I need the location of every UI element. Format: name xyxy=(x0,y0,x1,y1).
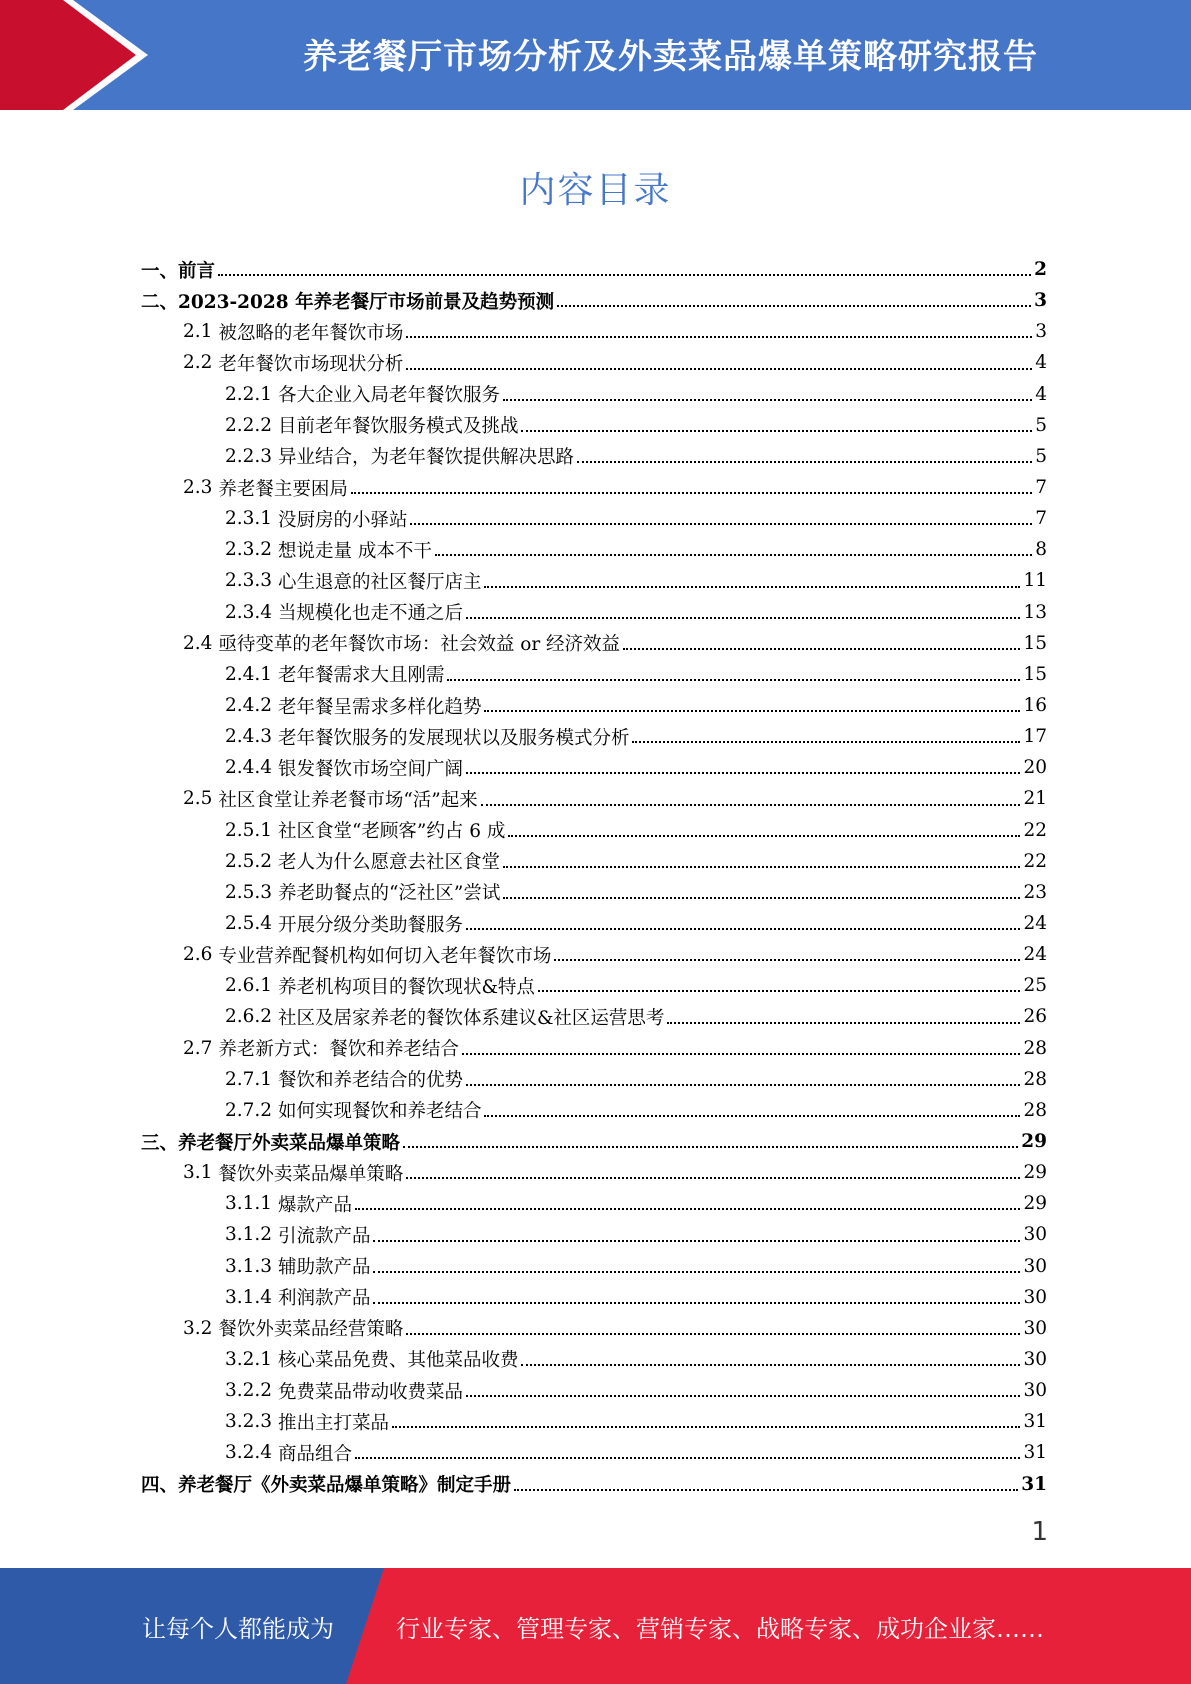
toc-entry-number: 2.2.1 xyxy=(225,383,278,405)
toc-entry-title: 当规模化也走不通之后 xyxy=(277,603,463,625)
toc-entry-page: 22 xyxy=(1023,850,1047,872)
toc-entry-title: 没厨房的小驿站 xyxy=(277,509,408,531)
toc-entry-number: 四、 xyxy=(141,1475,179,1497)
toc-entry[interactable] xyxy=(141,1313,1047,1344)
toc-entry-page: 15 xyxy=(1023,632,1047,654)
toc-entry[interactable] xyxy=(141,1468,1047,1499)
toc-entry-title: 社区食堂“老顾客”约占 6 成 xyxy=(277,821,506,843)
toc-entry-number: 2.2.2 xyxy=(225,414,278,436)
toc-entry-page: 16 xyxy=(1023,695,1047,717)
toc-entry-number: 2.5.1 xyxy=(225,819,278,841)
toc-entry[interactable] xyxy=(141,752,1047,783)
toc-dot-leader xyxy=(351,492,1032,494)
toc-entry-number: 2.5.2 xyxy=(225,850,278,872)
toc-entry-title: 养老餐主要困局 xyxy=(218,478,348,500)
toc-entry[interactable] xyxy=(141,472,1047,503)
toc-dot-leader xyxy=(554,959,1020,961)
toc-entry-page: 31 xyxy=(1021,1473,1047,1495)
toc-entry-page: 25 xyxy=(1023,975,1047,997)
toc-entry-title: 商品组合 xyxy=(277,1443,352,1465)
toc-dot-leader xyxy=(521,1364,1020,1366)
toc-entry[interactable] xyxy=(141,628,1047,659)
toc-entry-number: 2.5.4 xyxy=(225,913,278,935)
toc-entry-title: 心生退意的社区餐厅店主 xyxy=(277,571,482,593)
toc-entry-number: 2.2.3 xyxy=(225,445,278,467)
toc-entry-number: 2.7 xyxy=(183,1037,219,1059)
toc-entry-title: 前言 xyxy=(178,260,216,282)
toc-entry-number: 3.1 xyxy=(183,1162,219,1184)
toc-entry-number: 2.3.3 xyxy=(225,570,278,592)
toc-dot-leader xyxy=(392,1426,1020,1428)
toc-entry-number: 2.7.1 xyxy=(225,1068,278,1090)
toc-entry-title: 目前老年餐饮服务模式及挑战 xyxy=(277,416,519,438)
toc-entry-page: 31 xyxy=(1023,1442,1047,1464)
toc-entry-page: 26 xyxy=(1023,1006,1047,1028)
toc-entry[interactable] xyxy=(141,1126,1047,1157)
toc-dot-leader xyxy=(355,1208,1020,1210)
toc-entry[interactable] xyxy=(141,1282,1047,1313)
toc-entry-page: 24 xyxy=(1023,944,1047,966)
toc-dot-leader xyxy=(462,1053,1021,1055)
toc-entry-number: 2.1 xyxy=(183,321,219,343)
toc-entry-number: 二、 xyxy=(141,291,179,313)
toc-entry-title: 专业营养配餐机构如何切入老年餐饮市场 xyxy=(218,945,552,967)
toc-entry[interactable] xyxy=(141,815,1047,846)
toc-entry-page: 4 xyxy=(1035,352,1047,374)
toc-entry-title: 老年餐呈需求多样化趋势 xyxy=(277,696,482,718)
toc-entry-page: 22 xyxy=(1023,819,1047,841)
toc-entry-page: 30 xyxy=(1023,1380,1047,1402)
toc-dot-leader xyxy=(406,336,1032,338)
toc-entry-page: 15 xyxy=(1023,663,1047,685)
toc-entry-title: 想说走量 成本不干 xyxy=(277,540,432,562)
toc-entry-page: 29 xyxy=(1023,1162,1047,1184)
toc-entry-page: 2 xyxy=(1034,259,1047,281)
page-number: 1 xyxy=(1031,1517,1048,1547)
toc-dot-leader xyxy=(466,772,1020,774)
toc-entry[interactable] xyxy=(141,254,1047,285)
toc-entry-number: 三、 xyxy=(141,1132,179,1154)
toc-dot-leader xyxy=(406,1333,1020,1335)
toc-entry[interactable] xyxy=(141,1219,1047,1250)
toc-entry-page: 8 xyxy=(1035,539,1047,561)
toc-entry-number: 3.2.1 xyxy=(225,1348,278,1370)
toc-dot-leader xyxy=(521,430,1032,432)
toc-entry-page: 28 xyxy=(1023,1099,1047,1121)
toc-entry-number: 2.4.1 xyxy=(225,663,278,685)
toc-entry-number: 3.2.2 xyxy=(225,1380,278,1402)
toc-entry-page: 29 xyxy=(1023,1193,1047,1215)
toc-dot-leader xyxy=(406,1177,1020,1179)
toc-entry-title: 引流款产品 xyxy=(277,1225,371,1247)
toc-entry[interactable] xyxy=(141,441,1047,472)
toc-entry-title: 2023-2028 年养老餐厅市场前景及趋势预测 xyxy=(178,291,555,313)
toc-entry[interactable] xyxy=(141,1406,1047,1437)
toc-dot-leader xyxy=(403,1146,1018,1148)
toc-entry-number: 2.7.2 xyxy=(225,1099,278,1121)
toc-entry-page: 30 xyxy=(1023,1255,1047,1277)
toc-entry[interactable] xyxy=(141,1251,1047,1282)
toc-entry-page: 28 xyxy=(1023,1037,1047,1059)
toc-entry-page: 30 xyxy=(1023,1286,1047,1308)
toc-entry-page: 28 xyxy=(1023,1068,1047,1090)
toc-entry[interactable] xyxy=(141,1437,1047,1468)
toc-dot-leader xyxy=(623,648,1020,650)
toc-entry[interactable] xyxy=(141,1095,1047,1126)
toc-entry-title: 异业结合，为老年餐饮提供解决思路 xyxy=(277,447,574,469)
toc-entry-number: 2.4.3 xyxy=(225,726,278,748)
toc-entry-page: 20 xyxy=(1023,757,1047,779)
toc-entry-number: 2.3.1 xyxy=(225,508,278,530)
toc-dot-leader xyxy=(508,835,1020,837)
toc-entry-number: 2.6.2 xyxy=(225,1006,278,1028)
toc-entry-number: 2.5.3 xyxy=(225,881,278,903)
toc-entry-title: 银发餐饮市场空间广阔 xyxy=(277,758,463,780)
toc-entry-title: 老年餐饮市场现状分析 xyxy=(218,353,404,375)
toc-entry-title: 免费菜品带动收费菜品 xyxy=(277,1381,463,1403)
toc-entry-page: 30 xyxy=(1023,1224,1047,1246)
toc-entry[interactable] xyxy=(141,1157,1047,1188)
toc-entry-title: 老年餐饮服务的发展现状以及服务模式分析 xyxy=(277,727,630,749)
toc-entry-title: 餐饮外卖菜品爆单策略 xyxy=(218,1163,404,1185)
toc-entry[interactable] xyxy=(141,970,1047,1001)
toc-dot-leader xyxy=(466,1395,1020,1397)
toc-entry-page: 3 xyxy=(1035,321,1047,343)
toc-entry-number: 2.4 xyxy=(183,632,219,654)
header-banner xyxy=(0,0,1191,110)
toc-entry-title: 利润款产品 xyxy=(277,1288,371,1310)
toc-entry-title: 开展分级分类助餐服务 xyxy=(277,914,463,936)
toc-entry-number: 3.2.3 xyxy=(225,1411,278,1433)
toc-dot-leader xyxy=(484,710,1020,712)
toc-dot-leader xyxy=(466,617,1020,619)
toc-entry-number: 2.3 xyxy=(183,477,219,499)
toc-entry-number: 2.4.4 xyxy=(225,757,278,779)
toc-entry-title: 被忽略的老年餐饮市场 xyxy=(218,322,404,344)
toc-dot-leader xyxy=(484,586,1020,588)
toc-entry[interactable] xyxy=(141,721,1047,752)
toc-dot-leader xyxy=(373,1271,1020,1273)
toc-entry-title: 推出主打菜品 xyxy=(277,1412,389,1434)
toc-entry[interactable] xyxy=(141,659,1047,690)
toc-dot-leader xyxy=(466,1084,1020,1086)
toc-heading: 内容目录 xyxy=(519,170,672,211)
toc-entry-title: 各大企业入局老年餐饮服务 xyxy=(277,385,500,407)
toc-dot-leader xyxy=(632,741,1020,743)
toc-entry-number: 2.4.2 xyxy=(225,695,278,717)
toc-entry-title: 老年餐需求大且刚需 xyxy=(277,665,445,687)
toc-dot-leader xyxy=(218,274,1031,276)
toc-entry[interactable] xyxy=(141,347,1047,378)
toc-entry-page: 11 xyxy=(1023,570,1047,592)
toc-dot-leader xyxy=(447,679,1020,681)
toc-entry-title: 餐饮和养老结合的优势 xyxy=(277,1070,463,1092)
toc-entry[interactable] xyxy=(141,1344,1047,1375)
toc-entry-number: 3.1.2 xyxy=(225,1224,278,1246)
toc-dot-leader xyxy=(355,1457,1020,1459)
toc-entry-number: 3.2.4 xyxy=(225,1442,278,1464)
toc-dot-leader xyxy=(514,1489,1018,1491)
toc-dot-leader xyxy=(667,1022,1020,1024)
toc-entry-page: 21 xyxy=(1023,788,1047,810)
toc-entry[interactable] xyxy=(141,1064,1047,1095)
chevron-arrow-icon xyxy=(0,0,160,110)
toc-entry-title: 养老助餐点的“泛社区”尝试 xyxy=(277,883,501,905)
toc-dot-leader xyxy=(435,554,1032,556)
toc-entry[interactable] xyxy=(141,939,1047,970)
toc-entry[interactable] xyxy=(141,379,1047,410)
toc-entry-number: 2.2 xyxy=(183,352,219,374)
toc-entry-title: 社区食堂让养老餐市场“活”起来 xyxy=(218,789,478,811)
toc-entry[interactable] xyxy=(141,316,1047,347)
footer-slogan-right: 行业专家、管理专家、营销专家、战略专家、成功企业家…… xyxy=(396,1614,1044,1643)
toc-dot-leader xyxy=(373,1302,1020,1304)
toc-dot-leader xyxy=(503,399,1032,401)
toc-entry[interactable] xyxy=(141,410,1047,441)
toc-entry[interactable] xyxy=(141,1375,1047,1406)
toc-entry-page: 5 xyxy=(1035,445,1047,467)
toc-dot-leader xyxy=(503,897,1020,899)
toc-entry[interactable] xyxy=(141,503,1047,534)
toc-dot-leader xyxy=(557,305,1031,307)
toc-entry[interactable] xyxy=(141,597,1047,628)
toc-entry-number: 3.1.1 xyxy=(225,1193,278,1215)
toc-entry-page: 7 xyxy=(1035,508,1047,530)
toc-entry-number: 2.5 xyxy=(183,788,219,810)
toc-entry-number: 3.1.3 xyxy=(225,1255,278,1277)
toc-entry[interactable] xyxy=(141,783,1047,814)
toc-entry[interactable] xyxy=(141,534,1047,565)
toc-entry-page: 4 xyxy=(1035,383,1047,405)
toc-entry[interactable] xyxy=(141,1033,1047,1064)
toc-entry-title: 养老机构项目的餐饮现状&特点 xyxy=(277,976,535,998)
toc-entry-number: 3.1.4 xyxy=(225,1286,278,1308)
toc-entry[interactable] xyxy=(141,877,1047,908)
toc-dot-leader xyxy=(484,1115,1020,1117)
toc-entry-page: 3 xyxy=(1034,290,1047,312)
table-of-contents xyxy=(141,254,1047,1500)
toc-entry-page: 31 xyxy=(1023,1411,1047,1433)
toc-entry-title: 餐饮外卖菜品经营策略 xyxy=(218,1319,404,1341)
toc-entry-title: 老人为什么愿意去社区食堂 xyxy=(277,852,500,874)
toc-entry-title: 养老餐厅《外卖菜品爆单策略》制定手册 xyxy=(178,1475,512,1497)
toc-entry-page: 7 xyxy=(1035,477,1047,499)
toc-dot-leader xyxy=(410,523,1032,525)
toc-dot-leader xyxy=(538,990,1021,992)
toc-entry-page: 30 xyxy=(1023,1348,1047,1370)
toc-entry-number: 2.6 xyxy=(183,944,219,966)
toc-entry-title: 核心菜品免费、其他菜品收费 xyxy=(277,1350,519,1372)
toc-entry-title: 养老餐厅外卖菜品爆单策略 xyxy=(178,1132,401,1154)
toc-entry[interactable] xyxy=(141,1188,1047,1219)
toc-entry-number: 2.6.1 xyxy=(225,975,278,997)
toc-entry-page: 23 xyxy=(1023,881,1047,903)
toc-entry-title: 辅助款产品 xyxy=(277,1257,371,1279)
toc-entry-title: 爆款产品 xyxy=(277,1194,352,1216)
toc-entry[interactable] xyxy=(141,1001,1047,1032)
toc-entry-title: 如何实现餐饮和养老结合 xyxy=(277,1101,482,1123)
toc-entry-page: 17 xyxy=(1023,726,1047,748)
toc-dot-leader xyxy=(466,928,1020,930)
toc-dot-leader xyxy=(481,804,1021,806)
toc-entry-number: 2.3.4 xyxy=(225,601,278,623)
footer-slogan-left: 让每个人都能成为 xyxy=(142,1614,334,1643)
toc-entry[interactable] xyxy=(141,908,1047,939)
toc-entry[interactable] xyxy=(141,565,1047,596)
toc-entry[interactable] xyxy=(141,846,1047,877)
report-title: 养老餐厅市场分析及外卖菜品爆单策略研究报告 xyxy=(303,36,1038,77)
toc-entry[interactable] xyxy=(141,690,1047,721)
toc-dot-leader xyxy=(577,461,1032,463)
toc-entry[interactable] xyxy=(141,285,1047,316)
toc-entry-number: 一、 xyxy=(141,260,179,282)
toc-dot-leader xyxy=(503,866,1020,868)
toc-dot-leader xyxy=(373,1240,1020,1242)
toc-entry-title: 社区及居家养老的餐饮体系建议&社区运营思考 xyxy=(277,1007,665,1029)
toc-entry-page: 5 xyxy=(1035,414,1047,436)
toc-entry-page: 30 xyxy=(1023,1317,1047,1339)
toc-entry-number: 3.2 xyxy=(183,1317,219,1339)
toc-entry-title: 养老新方式：餐饮和养老结合 xyxy=(218,1039,459,1061)
toc-entry-page: 13 xyxy=(1023,601,1047,623)
footer-banner xyxy=(0,1568,1191,1684)
toc-entry-page: 24 xyxy=(1023,913,1047,935)
toc-entry-page: 29 xyxy=(1021,1131,1047,1152)
toc-entry-title: 亟待变革的老年餐饮市场：社会效益 or 经济效益 xyxy=(218,634,621,656)
toc-entry-number: 2.3.2 xyxy=(225,539,278,561)
toc-dot-leader xyxy=(406,368,1032,370)
